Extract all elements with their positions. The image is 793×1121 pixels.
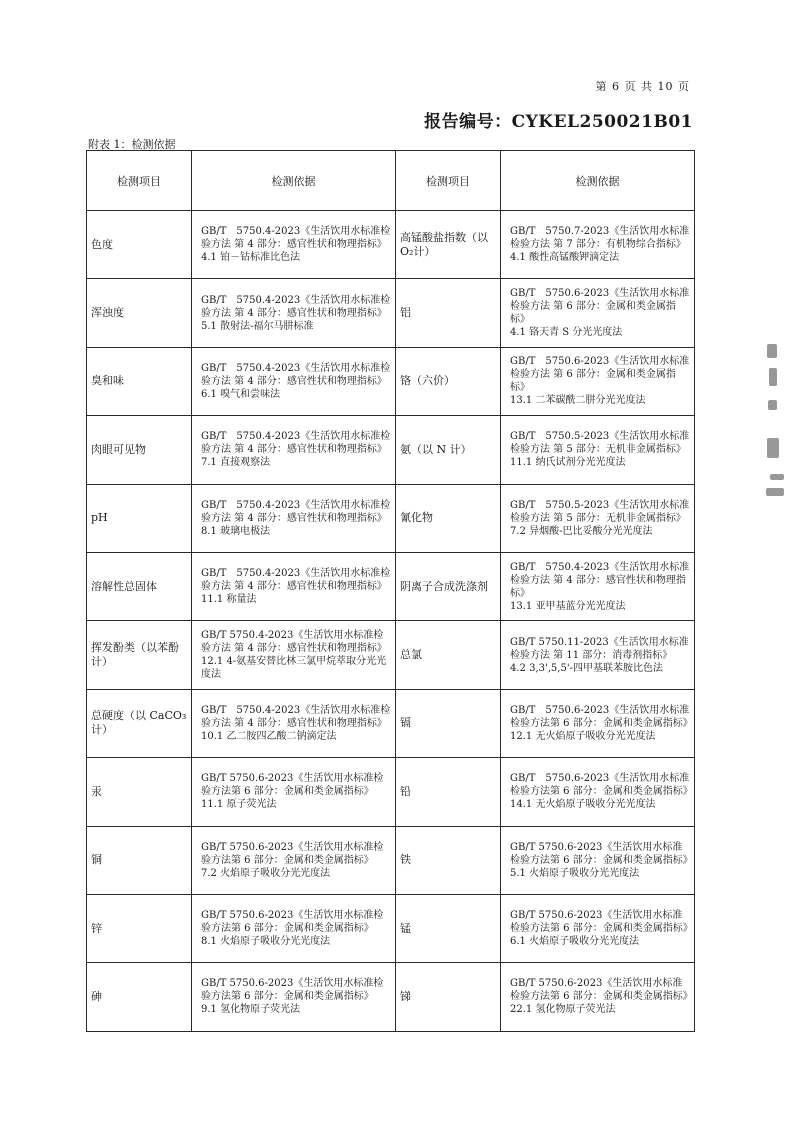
- standard-reference: GB/T 5750.4-2023《生活饮用水标准检验方法 第 4 部分：感官性状和物理指标》: [201, 226, 391, 251]
- test-item-cell: 氰化物: [396, 484, 501, 552]
- method-clause: 4.1 酸性高锰酸钾滴定法: [510, 252, 620, 264]
- test-item-cell: 铜: [87, 826, 192, 894]
- method-clause: 7.2 异烟酸-巴比妥酸分光光度法: [510, 525, 653, 537]
- method-clause: 7.1 直接观察法: [201, 457, 271, 469]
- table-body: [87, 211, 695, 1032]
- test-basis-cell: [501, 416, 695, 484]
- test-basis-cell: [192, 279, 396, 347]
- standard-reference: GB/T 5750.11-2023《生活饮用水标准检验方法 第 11 部分：消毒剂指标》: [510, 636, 689, 661]
- test-item-cell: 浑浊度: [87, 279, 192, 347]
- method-clause: 4.1 铬天青 S 分光光度法: [510, 327, 623, 339]
- test-item-cell: 色度: [87, 211, 192, 279]
- test-basis-cell: [501, 689, 695, 757]
- standard-reference: GB/T 5750.4-2023《生活饮用水标准检验方法 第 4 部分：感官性状和物理指标》: [510, 561, 690, 599]
- table-row: [87, 826, 695, 894]
- table-row: [87, 416, 695, 484]
- standard-reference: GB/T 5750.4-2023《生活饮用水标准检验方法 第 4 部分：感官性状和物理指标》: [201, 294, 391, 319]
- method-clause: 12.1 4-氨基安替比林三氯甲烷萃取分光光度法: [201, 656, 387, 681]
- report-number: 报告编号：CYKEL250021B01: [424, 112, 693, 132]
- test-item-cell: 汞: [87, 758, 192, 826]
- method-clause: 9.1 氢化物原子荧光法: [201, 1004, 301, 1016]
- method-clause: 4.2 3,3',5,5'-四甲基联苯胺比色法: [510, 662, 663, 674]
- test-basis-cell: [501, 621, 695, 689]
- method-clause: 11.1 纳氏试剂分光光度法: [510, 457, 626, 469]
- test-item-cell: 锰: [396, 894, 501, 962]
- standard-reference: GB/T 5750.6-2023《生活饮用水标准检验方法第 6 部分：金属和类金属指标》: [510, 773, 693, 798]
- method-clause: 22.1 氢化物原子荧光法: [510, 1004, 616, 1016]
- table-row: [87, 894, 695, 962]
- test-item-cell: 肉眼可见物: [87, 416, 192, 484]
- test-basis-cell: [192, 758, 396, 826]
- standard-reference: GB/T 5750.6-2023《生活饮用水标准检验方法第 6 部分：金属和类金属指标》: [510, 910, 693, 935]
- standard-reference: GB/T 5750.5-2023《生活饮用水标准检验方法 第 5 部分：无机非金属指标》: [510, 431, 690, 456]
- test-item-cell: 锌: [87, 894, 192, 962]
- table-row: [87, 279, 695, 347]
- test-basis-cell: [192, 211, 396, 279]
- test-basis-cell: [501, 963, 695, 1031]
- method-clause: 11.1 称量法: [201, 594, 257, 606]
- test-basis-cell: [501, 552, 695, 620]
- test-basis-cell: [192, 552, 396, 620]
- test-item-cell: 总氯: [396, 621, 501, 689]
- test-item-cell: 镉: [396, 689, 501, 757]
- table-row: [87, 347, 695, 415]
- test-basis-cell: [501, 211, 695, 279]
- test-item-cell: 铬（六价）: [396, 347, 501, 415]
- test-basis-cell: [192, 894, 396, 962]
- test-item-cell: 锑: [396, 963, 501, 1031]
- table-row: [87, 758, 695, 826]
- method-clause: 11.1 原子荧光法: [201, 799, 277, 811]
- detection-basis-table: [86, 150, 695, 1032]
- standard-reference: GB/T 5750.4-2023《生活饮用水标准检验方法 第 4 部分：感官性状和物理指标》: [201, 362, 391, 387]
- standard-reference: GB/T 5750.6-2023《生活饮用水标准检验方法 第 6 部分：金属和类金属指标》: [510, 356, 690, 394]
- standard-reference: GB/T 5750.6-2023《生活饮用水标准检验方法第 6 部分：金属和类金属指标》: [201, 910, 384, 935]
- test-item-cell: 臭和味: [87, 347, 192, 415]
- test-basis-cell: [501, 484, 695, 552]
- test-basis-cell: [192, 416, 396, 484]
- method-clause: 5.1 火焰原子吸收分光光度法: [510, 867, 640, 879]
- table-row: [87, 621, 695, 689]
- test-basis-cell: [501, 826, 695, 894]
- test-basis-cell: [501, 758, 695, 826]
- test-basis-cell: [192, 689, 396, 757]
- test-item-cell: 总硬度（以 CaCO₃计）: [87, 689, 192, 757]
- test-item-cell: 高锰酸盐指数（以O₂计）: [396, 211, 501, 279]
- standard-reference: GB/T 5750.6-2023《生活饮用水标准检验方法第 6 部分：金属和类金属指标》: [201, 841, 384, 866]
- standard-reference: GB/T 5750.6-2023《生活饮用水标准检验方法第 6 部分：金属和类金属指标》: [510, 704, 693, 729]
- method-clause: 13.1 二苯碳酰二肼分光光度法: [510, 395, 646, 407]
- header-item-1: 检测项目: [87, 151, 192, 211]
- table-header-row: [87, 151, 695, 211]
- test-basis-cell: [192, 484, 396, 552]
- test-item-cell: 溶解性总固体: [87, 552, 192, 620]
- method-clause: 8.1 玻璃电极法: [201, 525, 271, 537]
- method-clause: 13.1 亚甲基蓝分光光度法: [510, 600, 626, 612]
- test-item-cell: 砷: [87, 963, 192, 1031]
- table-row: [87, 211, 695, 279]
- method-clause: 8.1 火焰原子吸收分光光度法: [201, 936, 331, 948]
- test-item-cell: 铝: [396, 279, 501, 347]
- standard-reference: GB/T 5750.7-2023《生活饮用水标准检验方法 第 7 部分：有机物综合指标》: [510, 226, 690, 251]
- method-clause: 10.1 乙二胺四乙酸二钠滴定法: [201, 730, 337, 742]
- test-basis-cell: [501, 279, 695, 347]
- method-clause: 4.1 铂－钴标准比色法: [201, 252, 301, 264]
- method-clause: 7.2 火焰原子吸收分光光度法: [201, 867, 331, 879]
- table-row: [87, 484, 695, 552]
- method-clause: 6.1 火焰原子吸收分光光度法: [510, 936, 640, 948]
- seal-stamp-edge: [764, 342, 786, 502]
- test-basis-cell: [192, 621, 396, 689]
- method-clause: 5.1 散射法-福尔马肼标准: [201, 320, 314, 332]
- table-row: [87, 689, 695, 757]
- standard-reference: GB/T 5750.4-2023《生活饮用水标准检验方法 第 4 部分：感官性状和物理指标》: [201, 431, 391, 456]
- table-row: [87, 963, 695, 1031]
- standard-reference: GB/T 5750.4-2023《生活饮用水标准检验方法 第 4 部分：感官性状和物理指标》: [201, 630, 387, 655]
- method-clause: 6.1 嗅气和尝味法: [201, 388, 281, 400]
- header-item-2: 检测项目: [396, 151, 501, 211]
- header-basis-1: 检测依据: [192, 151, 396, 211]
- standard-reference: GB/T 5750.6-2023《生活饮用水标准检验方法第 6 部分：金属和类金属指标》: [510, 841, 693, 866]
- test-basis-cell: [192, 826, 396, 894]
- standard-reference: GB/T 5750.6-2023《生活饮用水标准检验方法 第 6 部分：金属和类金属指标》: [510, 288, 690, 326]
- test-item-cell: 氨（以 N 计）: [396, 416, 501, 484]
- standard-reference: GB/T 5750.5-2023《生活饮用水标准检验方法 第 5 部分：无机非金属指标》: [510, 499, 690, 524]
- standard-reference: GB/T 5750.6-2023《生活饮用水标准检验方法第 6 部分：金属和类金属指标》: [201, 773, 384, 798]
- test-basis-cell: [501, 347, 695, 415]
- table-caption: 附表 1：检测依据: [88, 138, 176, 151]
- standard-reference: GB/T 5750.4-2023《生活饮用水标准检验方法 第 4 部分：感官性状和物理指标》: [201, 704, 391, 729]
- standard-reference: GB/T 5750.4-2023《生活饮用水标准检验方法 第 4 部分：感官性状和物理指标》: [201, 568, 391, 593]
- method-clause: 12.1 无火焰原子吸收分光光度法: [510, 730, 656, 742]
- test-item-cell: 阴离子合成洗涤剂: [396, 552, 501, 620]
- table-row: [87, 552, 695, 620]
- standard-reference: GB/T 5750.6-2023《生活饮用水标准检验方法第 6 部分：金属和类金属指标》: [510, 978, 693, 1003]
- test-item-cell: pH: [87, 484, 192, 552]
- page-number: 第 6 页 共 10 页: [595, 80, 690, 93]
- test-item-cell: 铅: [396, 758, 501, 826]
- header-basis-2: 检测依据: [501, 151, 695, 211]
- test-item-cell: 挥发酚类（以苯酚计）: [87, 621, 192, 689]
- test-item-cell: 铁: [396, 826, 501, 894]
- test-basis-cell: [501, 894, 695, 962]
- test-basis-cell: [192, 347, 396, 415]
- method-clause: 14.1 无火焰原子吸收分光光度法: [510, 799, 656, 811]
- standard-reference: GB/T 5750.4-2023《生活饮用水标准检验方法 第 4 部分：感官性状和物理指标》: [201, 499, 391, 524]
- test-basis-cell: [192, 963, 396, 1031]
- standard-reference: GB/T 5750.6-2023《生活饮用水标准检验方法第 6 部分：金属和类金属指标》: [201, 978, 384, 1003]
